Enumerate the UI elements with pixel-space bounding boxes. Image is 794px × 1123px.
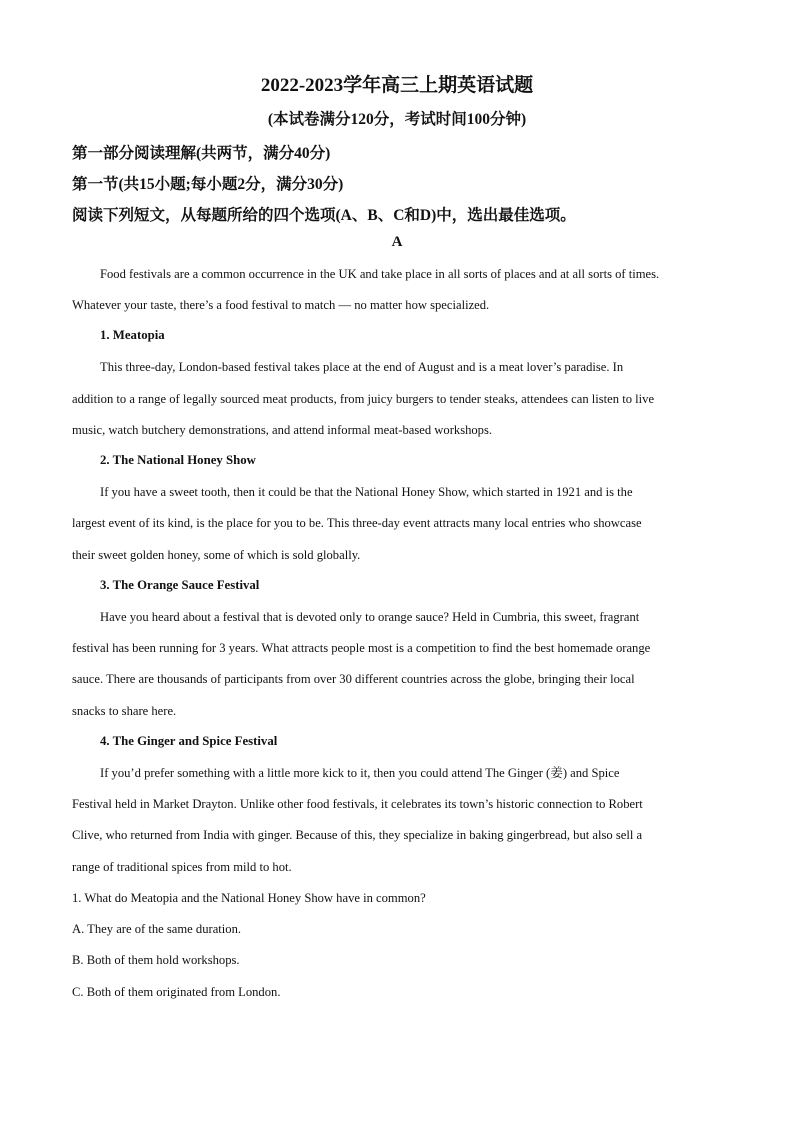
festival-text-line: If you’d prefer something with a little more kick to it, then you could attend The Ginger (姜) and Spice <box>100 766 620 780</box>
intro-line: Food festivals are a common occurrence in the UK and take place in all sorts of places and at all sorts of times. <box>100 267 660 281</box>
answer-option-b: B. Both of them hold workshops. <box>72 953 240 967</box>
answer-option-c: C. Both of them originated from London. <box>72 985 281 999</box>
answer-option-a: A. They are of the same duration. <box>72 922 242 936</box>
festival-text-line: addition to a range of legally sourced meat products, from juicy burgers to tender steaks, attendees can listen to live <box>72 392 655 406</box>
festival-text-line: If you have a sweet tooth, then it could be that the National Honey Show, which started in 1921 and is the <box>100 485 633 499</box>
festival-text-line: snacks to share here. <box>72 704 177 718</box>
section-heading: 第一节(共15小题;每小题2分，满分30分) <box>72 176 344 193</box>
passage-letter: A <box>391 234 403 250</box>
festival-title: 3. The Orange Sauce Festival <box>100 578 260 592</box>
exam-subtitle: (本试卷满分120分，考试时间100分钟) <box>267 111 527 128</box>
festival-text-line: music, watch butchery demonstrations, and attend informal meat-based workshops. <box>72 423 493 437</box>
question-stem: 1. What do Meatopia and the National Honey Show have in common? <box>72 891 426 905</box>
festival-text-line: Have you heard about a festival that is devoted only to orange sauce? Held in Cumbria, this sweet, fragrant <box>100 610 640 624</box>
festival-text-line: sauce. There are thousands of participants from over 30 different countries across the globe, bringing their local <box>72 672 635 686</box>
festival-text-line: range of traditional spices from mild to hot. <box>72 860 292 874</box>
festival-text-line: largest event of its kind, is the place for you to be. This three-day event attracts many local entries who showcase <box>72 516 642 530</box>
festival-text-line: This three-day, London-based festival takes place at the end of August and is a meat lover’s paradise. In <box>100 360 624 374</box>
festival-title: 4. The Ginger and Spice Festival <box>100 734 278 748</box>
festival-title: 2. The National Honey Show <box>100 453 256 467</box>
directions-text: 阅读下列短文，从每题所给的四个选项(A、B、C和D)中，选出最佳选项。 <box>72 207 576 224</box>
festival-text-line: Clive, who returned from India with ginger. Because of this, they specialize in baking gingerbread, but also sell a <box>72 828 643 842</box>
exam-title: 2022-2023学年高三上期英语试题 <box>260 75 534 96</box>
festival-title: 1. Meatopia <box>100 328 165 342</box>
part-heading: 第一部分阅读理解(共两节，满分40分) <box>72 145 331 162</box>
festival-text-line: Festival held in Market Drayton. Unlike other food festivals, it celebrates its town’s historic connection to Robert <box>72 797 643 811</box>
intro-line: Whatever your taste, there’s a food festival to match — no matter how specialized. <box>72 298 490 312</box>
festival-text-line: their sweet golden honey, some of which is sold globally. <box>72 548 361 562</box>
festival-text-line: festival has been running for 3 years. What attracts people most is a competition to find the best homemade orange <box>72 641 651 655</box>
